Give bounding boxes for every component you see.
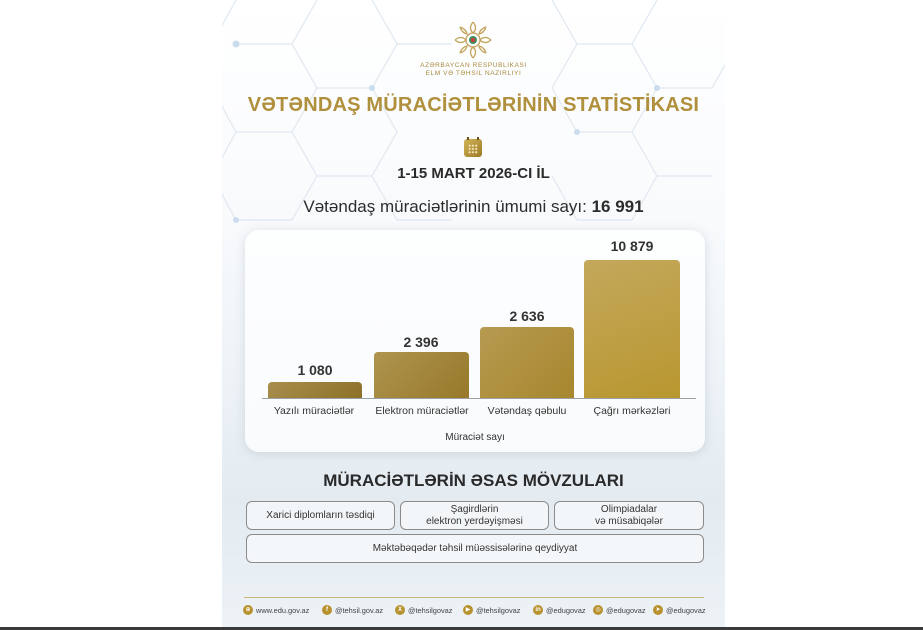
topic-text-line1: Şagirdlərin [450, 503, 499, 515]
bar-value-4: 10 879 [610, 238, 654, 254]
footer-link-instagram[interactable] [593, 604, 646, 616]
link-text: @edugovaz [546, 605, 586, 615]
topic-text-line1: Olimpiadalar [600, 503, 658, 515]
ministry-name-line1: AZƏRBAYCAN RESPUBLIKASI [420, 62, 527, 69]
link-text: @tehsilgovaz [476, 605, 521, 615]
footer-divider [244, 597, 704, 598]
calendar-icon [464, 139, 482, 157]
link-text: @edugovaz [666, 605, 706, 615]
total-count [222, 197, 725, 217]
topic-text: Məktəbəqədər təhsil müəssisələrinə qeydiyyat [372, 542, 578, 554]
footer-link-telegram[interactable] [653, 604, 706, 616]
linkedin-icon: in [533, 605, 543, 615]
telegram-icon: ➤ [653, 605, 663, 615]
footer-link-facebook[interactable] [322, 604, 383, 616]
chart-bar-3 [480, 327, 574, 398]
infographic-poster [222, 0, 725, 627]
footer-link-youtube[interactable] [463, 604, 520, 616]
link-text: www.edu.gov.az [256, 605, 310, 615]
ministry-emblem-logo [448, 20, 498, 60]
total-value: 16 991 [591, 197, 644, 216]
footer-link-x[interactable] [395, 604, 452, 616]
x-axis-line [262, 398, 696, 399]
bar-value-2: 2 396 [403, 334, 439, 350]
x-axis-title: Müraciət sayı [445, 432, 505, 443]
youtube-icon: ▶ [463, 605, 473, 615]
ministry-name-line2: ELM VƏ TƏHSIL NAZIRLIYI [425, 70, 522, 77]
footer-link-website[interactable] [243, 604, 309, 616]
topics-heading: MÜRACİƏTLƏRİN ƏSAS MÖVZULARI [323, 471, 624, 490]
chart-bar-2 [374, 352, 469, 398]
bar-value-3: 2 636 [509, 308, 545, 324]
topic-text: Xarici diplomların təsdiqi [266, 509, 375, 521]
instagram-icon: ◎ [593, 605, 603, 615]
chart-bar-1 [268, 382, 362, 398]
facebook-icon: f [322, 605, 332, 615]
footer-link-linkedin[interactable] [533, 604, 586, 616]
link-text: @tehsil.gov.az [335, 605, 384, 615]
bar-chart [245, 230, 705, 452]
link-text: @edugovaz [606, 605, 646, 615]
category-label-4: Çağrı mərkəzləri [593, 405, 671, 417]
x-icon: X [395, 605, 405, 615]
category-label-1: Yazılı müraciətlər [273, 405, 355, 417]
category-label-2: Elektron müraciətlər [375, 405, 469, 417]
category-label-3: Vətəndaş qəbulu [487, 405, 567, 417]
total-label: Vətəndaş müraciətlərinin ümumi sayı: [303, 197, 587, 216]
bar-value-1: 1 080 [297, 362, 333, 378]
chart-bar-4 [584, 260, 680, 398]
date-range: 1-15 MART 2026-CI İL [397, 165, 550, 182]
topic-chip-student-transfer [400, 501, 549, 530]
topic-chip-foreign-diplomas [246, 501, 395, 530]
link-text: @tehsilgovaz [408, 605, 453, 615]
globe-icon: ⊕ [243, 605, 253, 615]
topic-chip-preschool-registration [246, 534, 704, 563]
topic-text-line2: və müsabiqələr [595, 515, 663, 527]
topic-chip-olympiads [554, 501, 704, 530]
page-title: VƏTƏNDAŞ MÜRACİƏTLƏRİNİN STATİSTİKASI [247, 94, 700, 116]
topic-text-line2: elektron yerdəyişməsi [426, 515, 523, 527]
